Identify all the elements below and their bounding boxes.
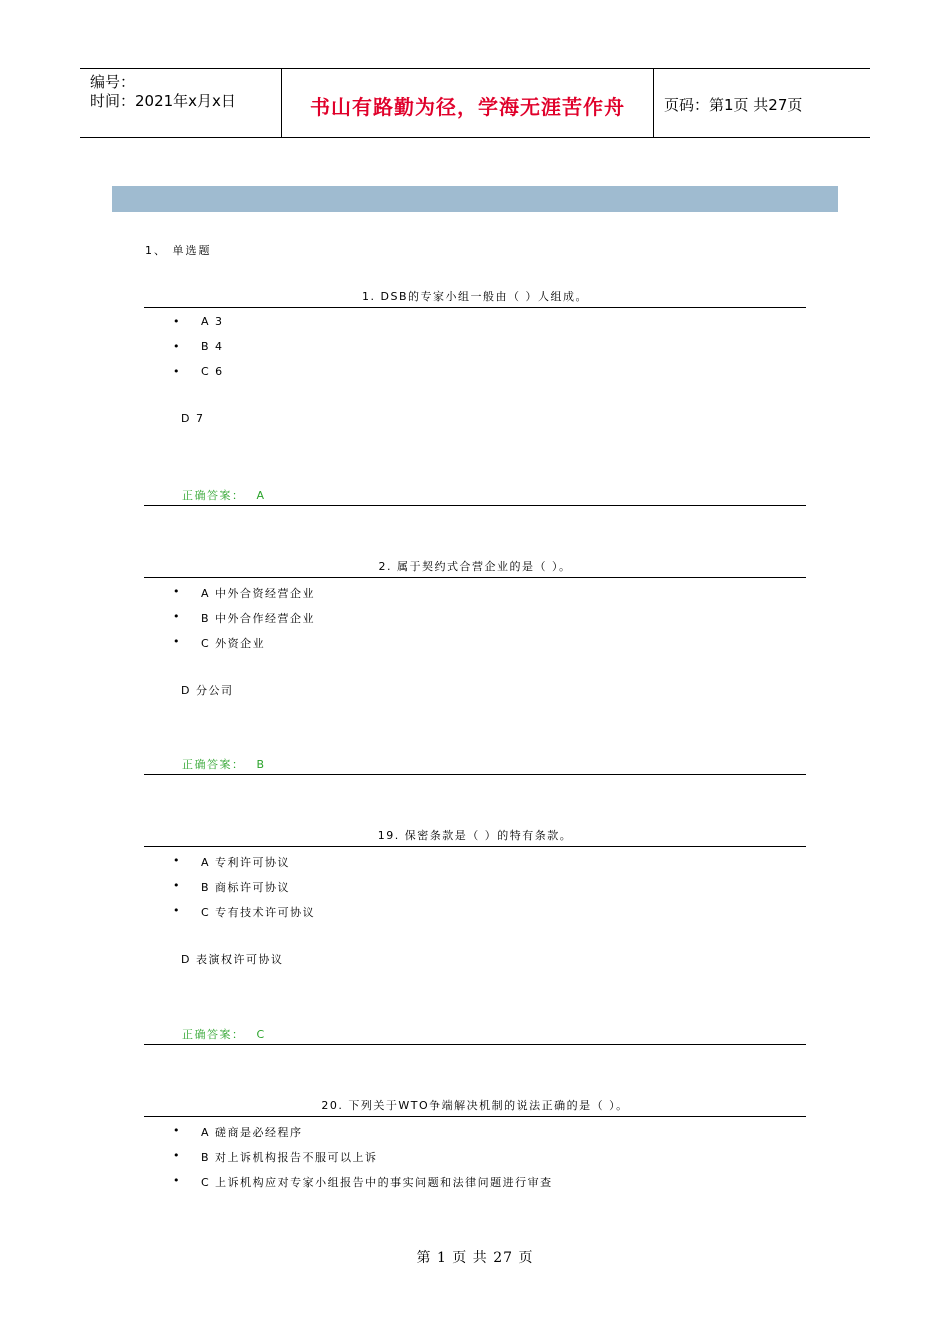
bullet-icon: • [173, 904, 181, 917]
bullet-icon: • [173, 610, 181, 623]
answer-label: 正确答案： [182, 758, 245, 771]
bullet-icon: • [173, 340, 181, 353]
question-20: 20. 下列关于WTO争端解决机制的说法正确的是（ ）。 • A 磋商是必经程序 • B 对上诉机构报告不服可以上诉 • C 上诉机构应对专家小组报告中的事实问题和法律问题进行审查 [144, 1098, 806, 1117]
header-middle-cell [282, 69, 654, 137]
bullet-icon: • [173, 315, 181, 328]
answer-label: 正确答案： [182, 1028, 245, 1041]
question-divider [144, 505, 806, 506]
option-d: D 7 [181, 412, 205, 425]
question-2: 2. 属于契约式合营企业的是（ ）。 • A 中外合资经营企业 • B 中外合作经营企业 • C 外资企业 D 分公司 正确答案： B [144, 559, 806, 578]
question-title: 20. 下列关于WTO争端解决机制的说法正确的是（ ）。 [144, 1098, 806, 1117]
bullet-icon: • [173, 585, 181, 598]
bullet-icon: • [173, 365, 181, 378]
time-label: 时间：2021年x月x日 [90, 92, 236, 110]
page-footer: 第 1 页 共 27 页 [416, 1250, 534, 1266]
answer-value: A [256, 489, 266, 502]
header-left-cell [80, 69, 282, 137]
bullet-icon: • [173, 1174, 181, 1187]
question-title: 19. 保密条款是（ ）的特有条款。 [144, 828, 806, 847]
section-band [112, 186, 838, 212]
answer-value: C [256, 1028, 266, 1041]
answer-value: B [256, 758, 266, 771]
answer [182, 756, 266, 772]
bullet-icon: • [173, 879, 181, 892]
answer-label: 正确答案： [182, 489, 245, 502]
bullet-icon: • [173, 854, 181, 867]
code-label: 编号： [90, 73, 136, 91]
answer [182, 1026, 266, 1042]
question-19: 19. 保密条款是（ ）的特有条款。 • A 专利许可协议 • B 商标许可协议 • C 专有技术许可协议 D 表演权许可协议 正确答案： C [144, 828, 806, 847]
question-title: 2. 属于契约式合营企业的是（ ）。 [144, 559, 806, 578]
bullet-icon: • [173, 1124, 181, 1137]
answer [182, 487, 266, 503]
question-title: 1. DSB的专家小组一般由（ ）人组成。 [144, 289, 806, 308]
question-1: 1. DSB的专家小组一般由（ ）人组成。 • A 3 • B 4 • C 6 D 7 正确答案： A [144, 289, 806, 308]
option-d: D 分公司 [181, 684, 234, 697]
bullet-icon: • [173, 635, 181, 648]
question-divider [144, 1044, 806, 1045]
motto-text: 书山有路勤为径，学海无涯苦作舟 [310, 95, 625, 119]
page-info: 页码：第1页 共27页 [664, 96, 803, 114]
bullet-icon: • [173, 1149, 181, 1162]
header-right-cell [654, 69, 870, 137]
section-title: 1、 单选题 [145, 244, 212, 257]
question-divider [144, 774, 806, 775]
document-header [80, 68, 870, 138]
option-d: D 表演权许可协议 [181, 953, 284, 966]
